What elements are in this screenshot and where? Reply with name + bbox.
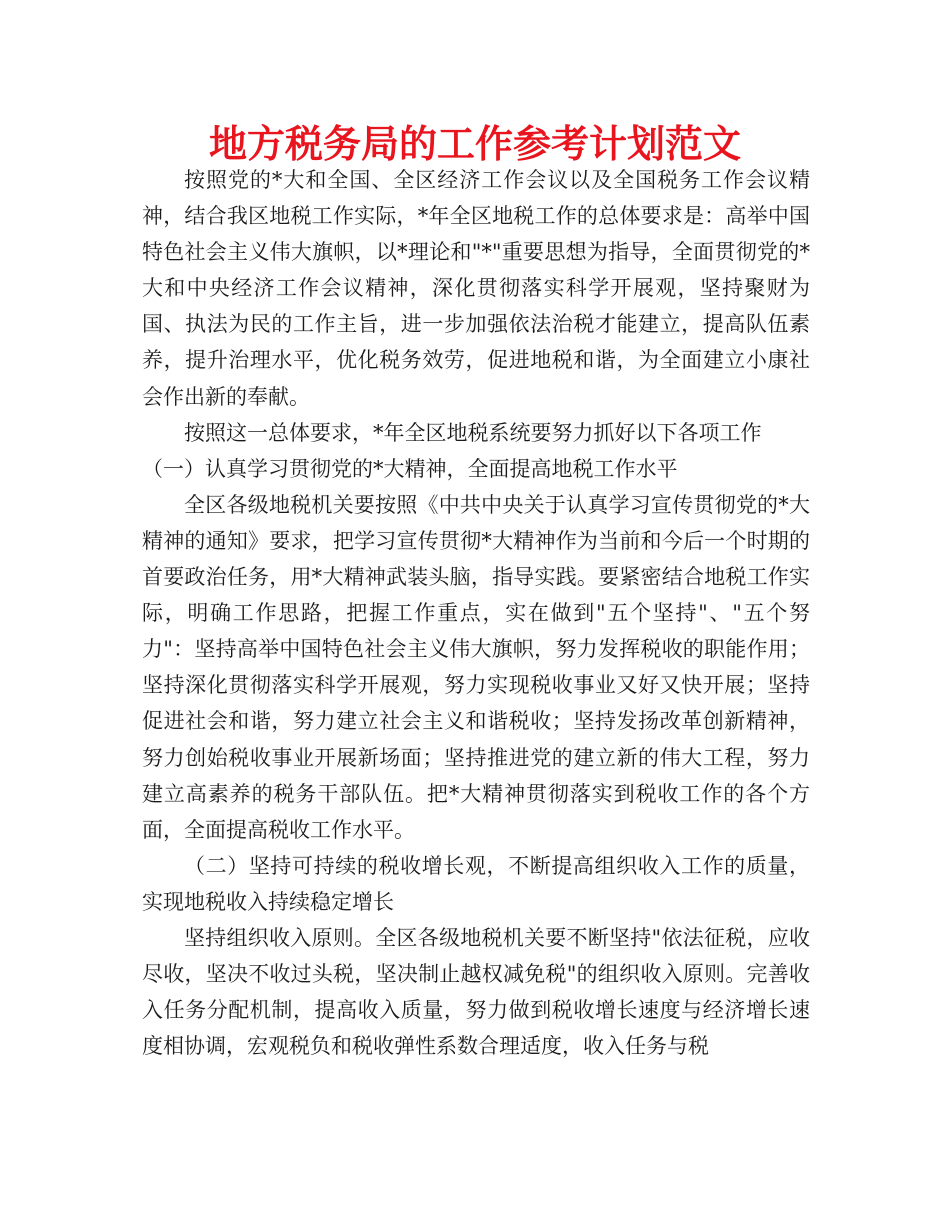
paragraph-general-requirements: 按照党的*大和全国、全区经济工作会议以及全国税务工作会议精神，结合我区地税工作实际，*年全区地税工作的总体要求是：高举中国特色社会主义伟大旗帜，以*理论和"*"重要思想为指导，全面贯彻党的*大和中央经济工作会议精神，深化贯彻落实科学开展观，坚持聚财为国、执法为民的工作主旨，进一步加强依法治税才能建立，提高队伍素养，提升治理水平，优化税务效劳，促进地税和谐，为全面建立小康社会作出新的奉献。	[142, 168, 810, 409]
section-heading-1: （一）认真学习贯彻党的*大精神，全面提高地税工作水平	[142, 456, 678, 481]
section-heading-2: （二）坚持可持续的税收增长观，不断提高组织收入工作的质量，实现地税收入持续稳定增长	[142, 853, 810, 914]
paragraph-section-2: 坚持组织收入原则。全区各级地税机关要不断坚持"依法征税，应收尽收，坚决不收过头税，坚决制止越权减免税"的组织收入原则。完善收入任务分配机制，提高收入质量，努力做到税收增长速度与经济增长速度相协调，宏观税负和税收弹性系数合理适度，收入任务与税	[142, 925, 810, 1059]
document-title: 地方税务局的工作参考计划范文	[208, 122, 741, 166]
document-body	[142, 162, 810, 1064]
paragraph-section-1: 全区各级地税机关要按照《中共中央关于认真学习宣传贯彻党的*大精神的通知》要求，把学习宣传贯彻*大精神作为当前和今后一个时期的首要政治任务，用*大精神武装头脑，指导实践。要紧密结合地税工作实际，明确工作思路，把握工作重点，实在做到"五个坚持"、"五个努力"：坚持高举中国特色社会主义伟大旗帜，努力发挥税收的职能作用；坚持深化贯彻落实科学开展观，努力实现税收事业又好又快开展；坚持促进社会和谐，努力建立社会主义和谐税收；坚持发扬改革创新精神，努力创始税收事业开展新场面；坚持推进党的建立新的伟大工程，努力建立高素养的税务干部队伍。把*大精神贯彻落实到税收工作的各个方面，全面提高税收工作水平。	[142, 492, 810, 842]
paragraph-task-intro: 按照这一总体要求，*年全区地税系统要努力抓好以下各项工作	[184, 420, 762, 445]
